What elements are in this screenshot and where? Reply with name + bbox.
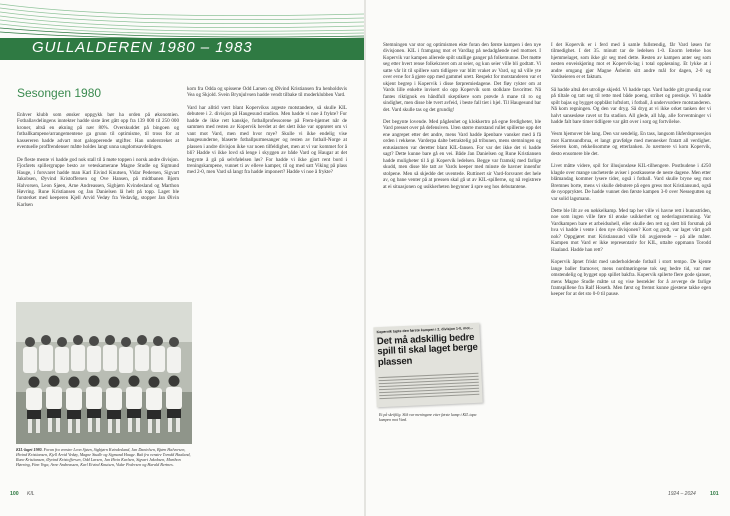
team-photo-image bbox=[16, 302, 192, 444]
clipping-caption: Et på skriftlig. Slik var meningene etter første kamp i KIL tapa kampen mot Vard. bbox=[379, 413, 477, 422]
photo-caption-text: Foran fra venstre Leon Sjøen, Sigbjørn Kvindesland, Jan Danielsen, Bjørn Halvorsen, Øivind Kristiansen, Kjell Arvid Vedøy, Magne Studle og Sigmund Hauge. Bak fra venstre Torodd Haaland, Rune Kristiansen, Øyvind Kristoffersen, Odd Larsen, Jan Øivin Karlsen, Sigvart Jakobsen, Marthon Høvring, Finn Vega, Arne Andreassen, Karl Eivind Knutsen, Vidar Pedersen og Harald Bertnes. bbox=[16, 447, 191, 468]
paragraph: kom fra Odda og spissene Odd Larsen og Øivind Kristiansen fra henholdsvis Vea og Skjold. Svein Brynjulvsen hadde vendt tilbake til moderklubben Vard. bbox=[187, 86, 347, 99]
footer-label-left: KIL bbox=[27, 491, 35, 497]
chapter-title-band bbox=[0, 38, 364, 60]
paragraph: De fleste mente vi hadde god nok stall til å møte toppen i norsk andre divisjon. Fjorårets spillergruppe besto av veteskamerane Magne Studle og Sigmund Hauge, i forsvaret hadde man Karl Eivind Knutsen, Vidar Pedersen, Sigvart Jakobsen, Øyvind Kristoffersen og Ove Hansen, på midtbanen Bjørn Halvorsen, Leon Sjøen, Arne Andreassen, Sigbjørn Kvindesland og Marthon Høvring. Rune Kristiansen og Jan Danielsen lå helt på topp. Laget ble forsterket med keeperen Kjell Arvid Vedøy fra Vedavåg, stopper Jan Øivin Karlsen bbox=[17, 156, 179, 208]
chapter-title: GULLALDEREN 1980 – 1983 bbox=[32, 39, 253, 56]
clipping-paper bbox=[373, 323, 482, 408]
right-column-1 bbox=[383, 42, 541, 196]
newspaper-clipping bbox=[375, 325, 483, 435]
paragraph: Så hadde altså det utrolige skjedd. Vi hadde tapt. Vard hadde gitt grundig svar på tiltale og tatt seg til rette med både poeng, strihet og prestisje. Vi hadde spilt bajas og bygget oppblåst luftslott, i fotball, å undervurdere motstanderen. Nå kom regningen. Og den var dryg. Så dryg at vi ikke orket tanken der vi halvt sansesløse ravet ut fra stadion. All glede, all håp, alle forventninger vi hadde falt bare timer tidligere var gått over i sorg og fortvilelse. bbox=[551, 86, 711, 125]
paragraph: Stemningen var stor og optimismen ekte foran den første kampen i den nye divisjonen. KIL i framgang mot et Vardlag på nedadgående ned mottoet. I Kopervik var kampen allerede spilt utallige ganger på folkemunne. Det møtte seg etter hvert rense folkekravet om at seier, og kun seier ville bli godtatt. Vi satte vår lit til spillere som tidligere var blitt vraket av Vard, og nå ville yte over evne for å gjøre opp med gammel urett. Respekt for motstanderen var et ukjent begrep i Kopervik i disse førpremiedagene. Det fløy rykter om at Vards lille enkelte invisert slo opp Kopervik som stolklare favoritter. Nå fantes riktignok en håndfull skeptikere som prøvde å mane til ro og sindighet, men disse ble tvert avfeid, i beste fall tiet i hjel. Til Haugesund bar det. Vard skulle tas og det grundig! bbox=[383, 42, 541, 113]
right-column-2 bbox=[551, 42, 711, 304]
photo-caption-title: KIL-laget 1980. bbox=[16, 447, 43, 452]
paragraph: I det Kopervik er i ferd med å samle fullstendig, får Vard løsen for tilmedighet. I det 35. minutt tar de ledelsen 1-0. Enorm lettelse hos hjemmelaget, som ikke gir seg med dette. Resten av kampen anter seg som nesten enveiskjøring mot et Kopervik-lag i total oppløsning. Et lykke at i andre omgang gjør Magne Åsbeim sitt andre mål for dagen, 2-0 og Vardseieren er et faktum. bbox=[551, 42, 711, 81]
page-number-left: 100 bbox=[10, 491, 19, 497]
team-photo bbox=[16, 302, 192, 444]
paragraph: Vesm hjemover ble lang. Den var sendelig. En tass, langsom likferdsprosesjon mot Karmsundbrua, et langt gravfølge med mennesker fratatt all verdighet. Seieren kom, rekkelisomme og etterlanken. Jo nærmere vi kom Kopervik, desto ensomere ble det. bbox=[551, 131, 711, 157]
footer-label-right: 1924 – 2024 bbox=[668, 491, 696, 497]
photo-caption bbox=[16, 447, 192, 467]
right-page bbox=[366, 0, 730, 516]
paragraph: Det begynte lovende. Med pågåenhet og klokkertro på egne ferdigheter, ble Vard presset over på defensiven. Uten større motstand rullet spillerne opp det ene angrepet etter det andre, mens Vard hadde åpenbare vansker med å få orden i rekkene. Varderpa dalte betraktelig på tribunen, mens stemningen og entusiasmen var deretter blant KIL-fansen. For var det ikke det vi hadde sagt? Dette kunne bare gå en vei. Både Jan Danielsen og Rune Kristiansen hadde muligheter til å gi Kopervik ledelsen. Begge var framskj med farlige skudd, men disse ble tatt av Vards keeper med minste de havner innenfor stolpene. Men så skjedde det uventede. Ruttinert sir Vard-forsvaret det hele av, og bane venter på at pressen skal gå ut av KIL-spillerne, og nå registrere at ei situasjonen og usikkerheten begynner å spre seg hos debutantene. bbox=[383, 118, 541, 190]
paragraph: Dette ble lilt av en nøkkelkamp. Med tap her ville vi havne rett i bunnstriden, noe som ingen ville føre til ønske usikkerhet og nederlagsstemning. Var Vardkampen bare et arbeidsuhell, eller skulle den rett og slett bli forsmak på hva vi hadde i vente i den nye divisjonen? Kort og godt, var laget vårt godt nok? Oppgjøret mot Kristiansund ville bli avgjørende – på alle måter. Kampen mot Vard er ikke representativ for KIL, uttalte oppmann Torodd Haaland. Hadde han rett? bbox=[551, 207, 711, 253]
page-number-right: 101 bbox=[710, 491, 719, 497]
paragraph: Livet måtte videre, spil for illusjonsløse KIL-tilhengere. Postbudene i 4250 klagde over mange uncheterde aviser i postkassene de neste dagene. Men etter blåmandag kommer lysere tider, også i fotball. Vard skulle bryne seg mot Bremnes borte, mens vi skulle debutere på egen gress mot Kristiansund, også de nyoppryktet. De hadde vunnet den første kampen 3-0 over Nessegutten og var solid lagsmann. bbox=[551, 163, 711, 202]
clipping-body-lines bbox=[378, 373, 479, 401]
paragraph: Vard har alltid vært blant Kopervikss argeste motstandere, så skulle KIL debutere i 2. divisjon på Haugesund stadion. Men hadde vi noe å frykte? For hadde de ikke rett kanskje, fotballprofessorene på Frem-hjørnet når de sammen med resten av Kopervik hevdet at det slett ikke var opprøret om vi vant mot Vard, men med hvor mye? Skulle vi ikke endelig vise haugesunderne, blaserte fotballpurmesanger og resten av fotball-Norge at plassen i andre divisjon ikke var noen tilfeldighet, men at vi var kommet for å bli? Hadde vi ikke lovd så lenge i skyggen av både Vard og Haugar at det begynte å gå på selvfølelsen løs? For hadde vi ikke gjort rent bord i treningskampene, vunnet ti av elleve kamper, til og med satt Viking på plass med 2-0, men Vard så langt fra hadde imponert? Hadde vi noe å frykte? bbox=[187, 104, 347, 176]
left-page bbox=[0, 0, 364, 516]
left-column-1 bbox=[17, 112, 179, 214]
left-column-2 bbox=[187, 86, 347, 182]
clipping-headline: Det må adskillig bedre spill til skal laget berge plassen bbox=[376, 331, 478, 368]
clipping-top-text: Kopervik tapte den første kampen i 2. divisjon 1-0, mot... bbox=[376, 326, 473, 335]
paragraph: Enhver klubb som ønsker oppgykk bør ha orden på økonomien. Fotballavdelingens inntekter hadde siste året gått opp fra 139 000 til 250 000 kroner, altså en økning på nær 80%. Overskuddet på bingoen og fotballkampene/arrangementene ga grunn til optimisme, til tross for at kassereren hadde advart mot galopperende utgifter. Han understreket at eventuelle proffrendenser måtte holdes langt unna ungdomsavdelingen. bbox=[17, 112, 179, 151]
left-footer bbox=[0, 491, 364, 499]
paragraph: Kopervik åpnet friskt med underholdende fotball i stort tempo. De kjente lange baller framover, mens nordmøringene tok seg bedre tid, var mer omstendelig og bygget opp spillet bakfra. Kopervik spilerte flere gode sjanser, mens Magne Studle måtte ut og vise bestekler for å avverge de farlige framspillene fra Ralf Hoseth. Men først og fremst kunne gjestene takke egen keeper for at det sto 0-0 til pause. bbox=[551, 259, 711, 298]
header-stripes bbox=[0, 0, 364, 40]
right-footer bbox=[366, 491, 730, 499]
section-subtitle: Sesongen 1980 bbox=[17, 86, 102, 100]
